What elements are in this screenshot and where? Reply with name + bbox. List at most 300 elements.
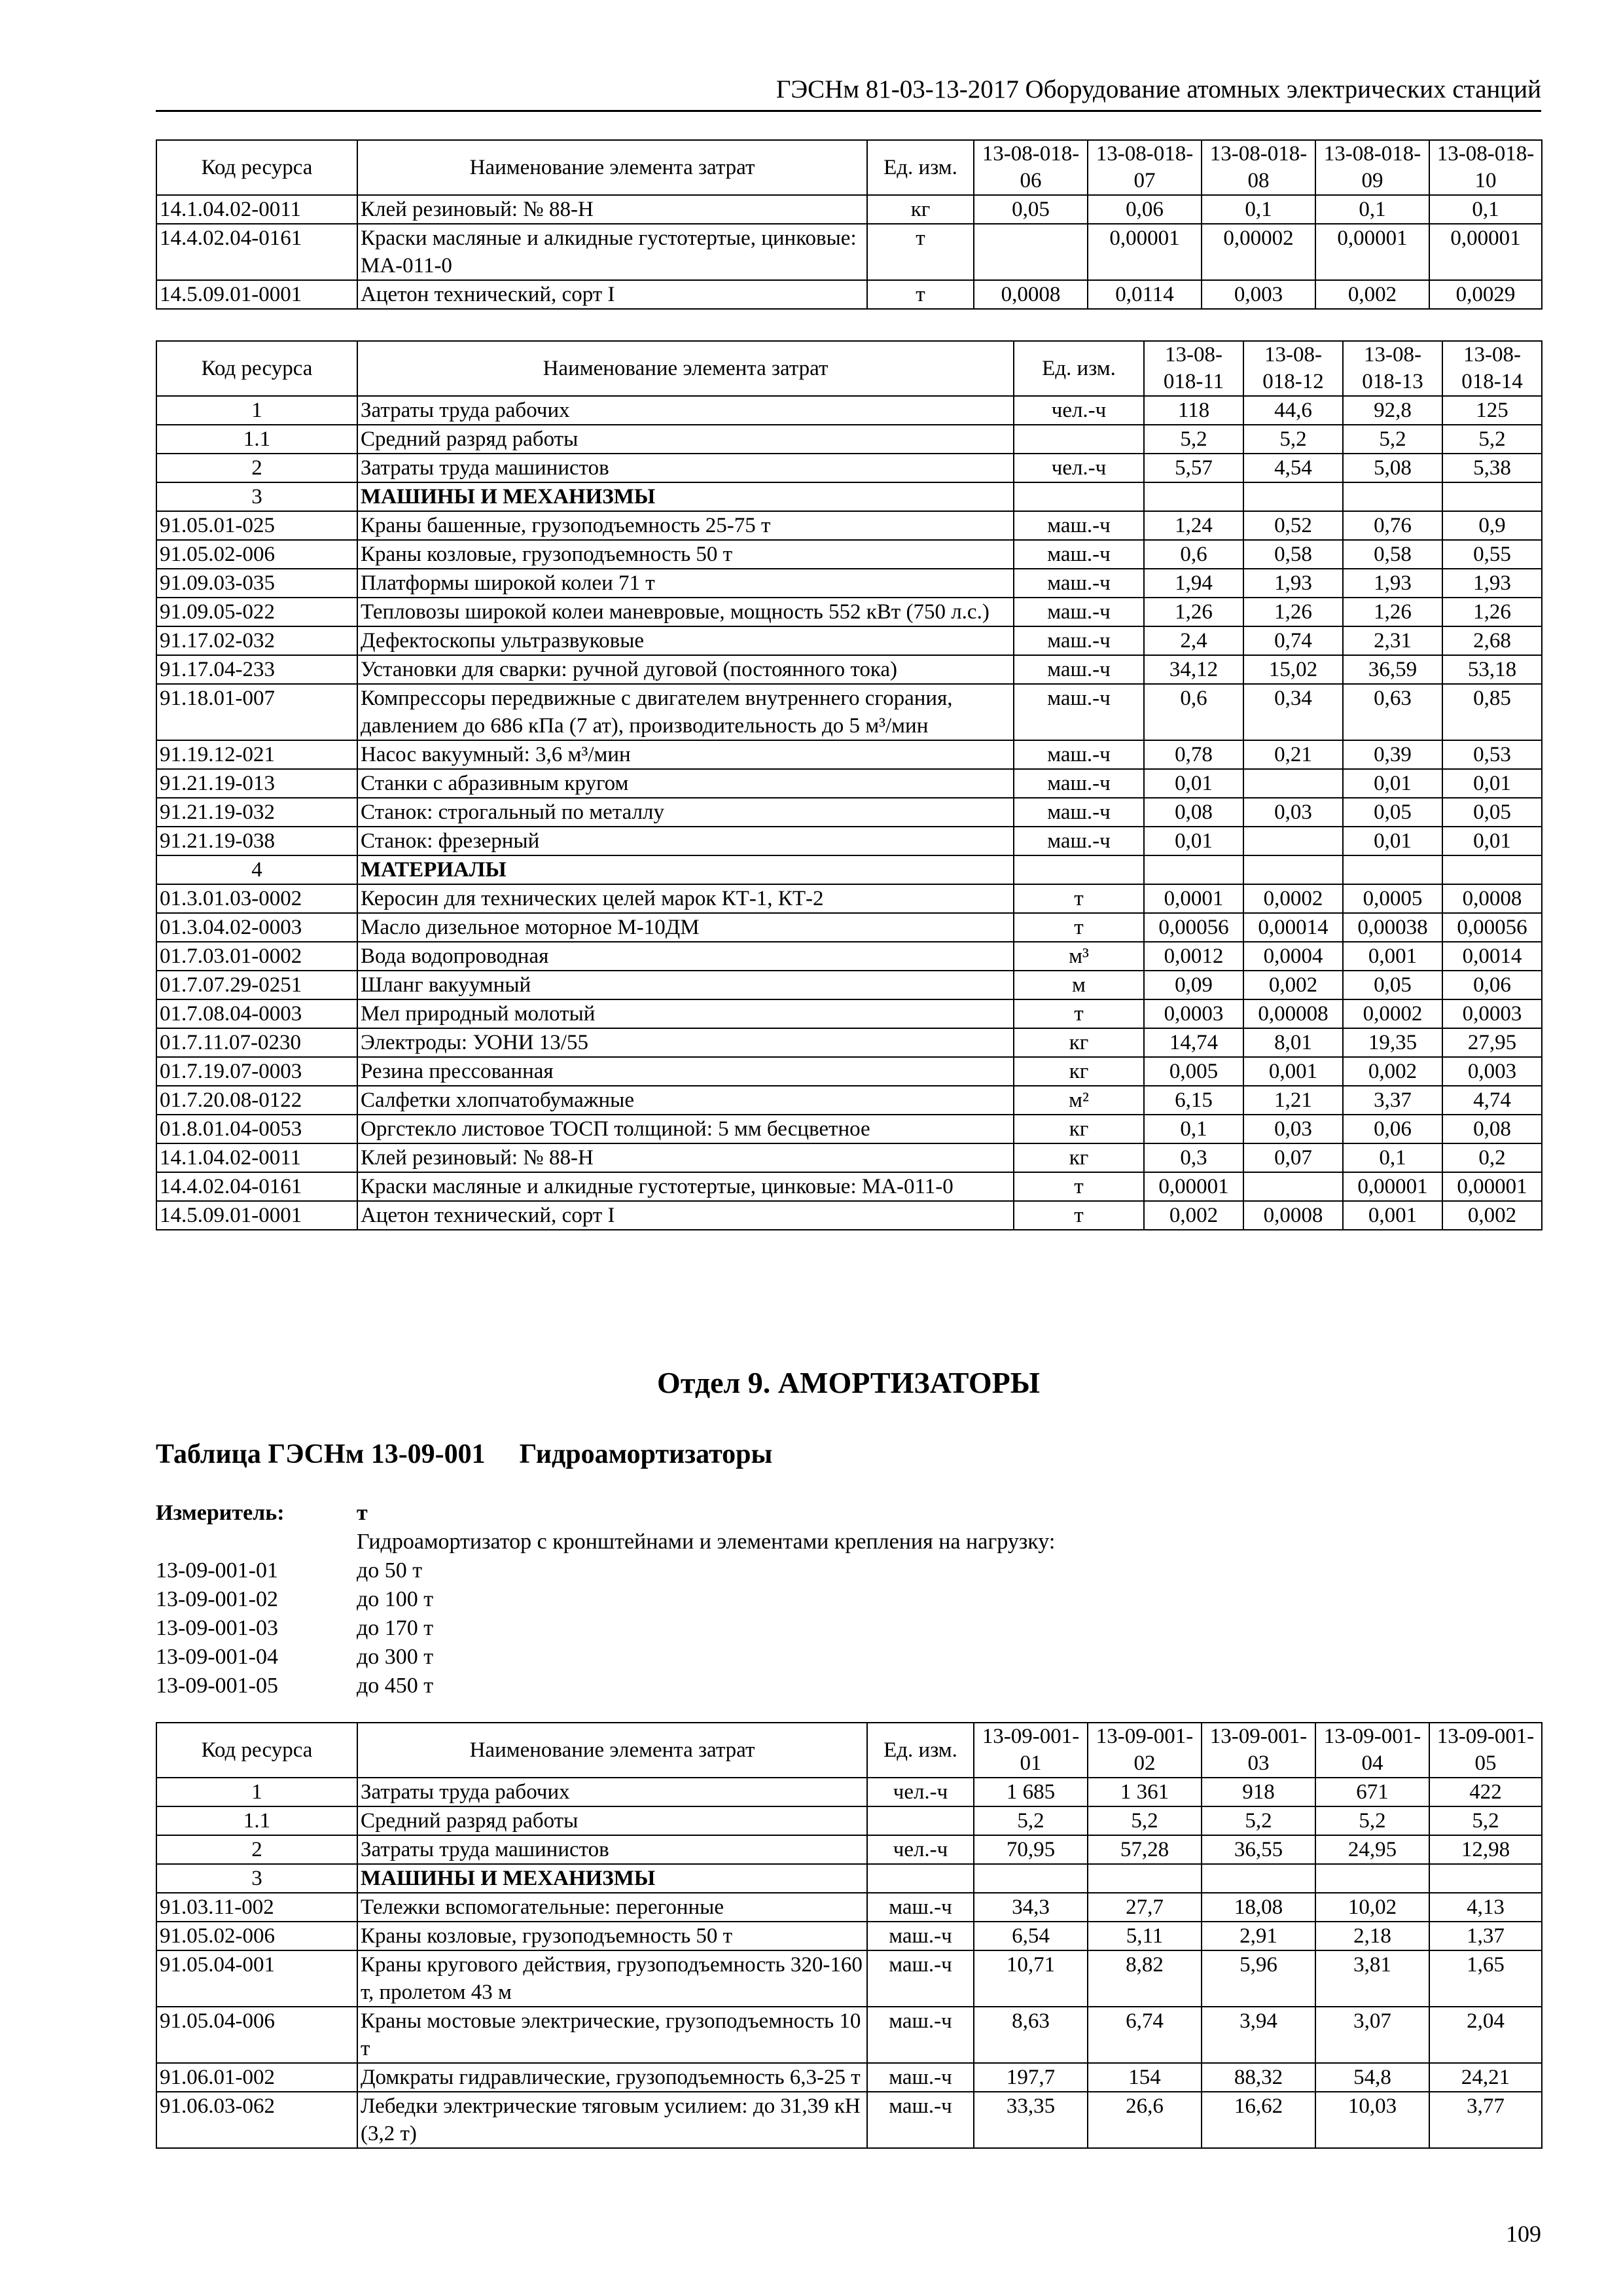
value-cell: 0,001: [1343, 942, 1442, 971]
value-cell: 5,2: [974, 1806, 1088, 1835]
value-cell: 34,12: [1144, 655, 1243, 684]
unit-cell: маш.-ч: [1014, 511, 1144, 540]
value-cell: 1,26: [1243, 598, 1343, 626]
value-cell: 671: [1315, 1778, 1429, 1806]
unit-cell: кг: [1014, 1115, 1144, 1143]
table-row: [156, 1057, 1542, 1086]
resource-code: 3: [156, 1864, 357, 1893]
value-cell: 0,00001: [1088, 224, 1202, 280]
resource-name: Станок: фрезерный: [357, 827, 1014, 855]
resource-code: 91.17.02-032: [156, 626, 357, 655]
table-row: [156, 1893, 1542, 1922]
value-cell: 1,26: [1442, 598, 1542, 626]
value-cell: 5,57: [1144, 454, 1243, 482]
value-cell: 5,11: [1088, 1922, 1202, 1950]
table-row: [156, 1028, 1542, 1057]
value-cell: 1,93: [1442, 569, 1542, 598]
unit-cell: т: [1014, 1172, 1144, 1201]
unit-cell: [1014, 855, 1144, 884]
resource-code: 01.3.01.03-0002: [156, 884, 357, 913]
value-cell: [1144, 855, 1243, 884]
value-cell: [1442, 855, 1542, 884]
column-header: 13-08-018-12: [1243, 341, 1343, 396]
unit-cell: чел.-ч: [1014, 454, 1144, 482]
value-cell: 1,26: [1343, 598, 1442, 626]
table-row: [156, 2063, 1542, 2092]
value-cell: 0,002: [1243, 971, 1343, 999]
unit-cell: м³: [1014, 942, 1144, 971]
resource-code: 01.7.19.07-0003: [156, 1057, 357, 1086]
column-header: 13-08-018-08: [1202, 140, 1315, 195]
column-header: Ед. изм.: [867, 1723, 974, 1778]
resource-name: Оргстекло листовое ТОСП толщиной: 5 мм бесцветное: [357, 1115, 1014, 1143]
resource-code: 91.21.19-013: [156, 769, 357, 798]
column-header: 13-08-018-13: [1343, 341, 1442, 396]
value-cell: [1343, 482, 1442, 511]
resource-code: 01.3.04.02-0003: [156, 913, 357, 942]
value-cell: 0,01: [1442, 827, 1542, 855]
resource-name: Клей резиновый: № 88-Н: [357, 1143, 1014, 1172]
table-row: [156, 1922, 1542, 1950]
value-cell: 6,54: [974, 1922, 1088, 1950]
value-cell: 27,7: [1088, 1893, 1202, 1922]
column-header: Код ресурса: [156, 140, 357, 195]
resource-name: Керосин для технических целей марок КТ-1, КТ-2: [357, 884, 1014, 913]
meter-item-text: до 300 т: [357, 1645, 434, 1669]
value-cell: 4,74: [1442, 1086, 1542, 1115]
value-cell: 36,55: [1202, 1835, 1315, 1864]
resource-code: 2: [156, 454, 357, 482]
value-cell: 0,001: [1343, 1201, 1442, 1230]
value-cell: 3,77: [1429, 2092, 1542, 2148]
column-header: Наименование элемента затрат: [357, 1723, 867, 1778]
value-cell: 0,2: [1442, 1143, 1542, 1172]
unit-cell: маш.-ч: [1014, 655, 1144, 684]
value-cell: 0,63: [1343, 684, 1442, 740]
resource-name: Краны кругового действия, грузоподъемность 320-160 т, пролетом 43 м: [357, 1950, 867, 2007]
unit-cell: кг: [1014, 1143, 1144, 1172]
resource-table-2: [156, 340, 1543, 1230]
value-cell: 33,35: [974, 2092, 1088, 2148]
table-row: [156, 569, 1542, 598]
value-cell: 10,02: [1315, 1893, 1429, 1922]
resource-name: Лебедки электрические тяговым усилием: до 31,39 кН (3,2 т): [357, 2092, 867, 2148]
column-header: Ед. изм.: [1014, 341, 1144, 396]
value-cell: 0,00008: [1243, 999, 1343, 1028]
value-cell: 3,94: [1202, 2007, 1315, 2063]
resource-code: 1.1: [156, 1806, 357, 1835]
resource-code: 91.19.12-021: [156, 740, 357, 769]
value-cell: [1243, 827, 1343, 855]
value-cell: 118: [1144, 396, 1243, 425]
unit-cell: маш.-ч: [867, 1922, 974, 1950]
meter-value: т: [357, 1501, 368, 1525]
value-cell: 0,52: [1243, 511, 1343, 540]
value-cell: 0,6: [1144, 540, 1243, 569]
value-cell: [1243, 855, 1343, 884]
resource-code: 91.18.01-007: [156, 684, 357, 740]
value-cell: 0,0114: [1088, 280, 1202, 309]
value-cell: 197,7: [974, 2063, 1088, 2092]
resource-name: Платформы широкой колеи 71 т: [357, 569, 1014, 598]
value-cell: 6,74: [1088, 2007, 1202, 2063]
table-row: [156, 540, 1542, 569]
table-row: [156, 1864, 1542, 1893]
resource-code: 91.05.02-006: [156, 540, 357, 569]
column-header: 13-08-018-10: [1429, 140, 1542, 195]
value-cell: 0,00056: [1442, 913, 1542, 942]
column-header: Код ресурса: [156, 341, 357, 396]
column-header: 13-08-018-11: [1144, 341, 1243, 396]
unit-cell: [867, 1864, 974, 1893]
value-cell: 0,002: [1442, 1201, 1542, 1230]
table-row: [156, 1806, 1542, 1835]
meter-item-code: 13-09-001-02: [156, 1587, 278, 1611]
resource-name: Краски масляные и алкидные густотертые, цинковые: МА-011-0: [357, 1172, 1014, 1201]
resource-code: 14.4.02.04-0161: [156, 224, 357, 280]
resource-code: 91.05.04-006: [156, 2007, 357, 2063]
unit-cell: маш.-ч: [1014, 569, 1144, 598]
table-row: [156, 396, 1542, 425]
unit-cell: маш.-ч: [1014, 684, 1144, 740]
value-cell: 1,26: [1144, 598, 1243, 626]
table-row: [156, 280, 1542, 309]
table-title-name: Гидроамортизаторы: [519, 1439, 773, 1469]
value-cell: 8,63: [974, 2007, 1088, 2063]
meter-item-text: до 50 т: [357, 1558, 423, 1583]
value-cell: 0,0002: [1243, 884, 1343, 913]
page-header: ГЭСНм 81-03-13-2017 Оборудование атомных электрических станций: [156, 73, 1541, 112]
value-cell: [974, 1864, 1088, 1893]
resource-code: 91.17.04-233: [156, 655, 357, 684]
resource-code: 91.06.01-002: [156, 2063, 357, 2092]
resource-name: Резина прессованная: [357, 1057, 1014, 1086]
value-cell: 1,65: [1429, 1950, 1542, 2007]
resource-code: 91.09.05-022: [156, 598, 357, 626]
resource-name: Затраты труда рабочих: [357, 396, 1014, 425]
resource-name: Компрессоры передвижные с двигателем внутреннего сгорания, давлением до 686 кПа (7 ат), производительность до 5 м³/мин: [357, 684, 1014, 740]
unit-cell: [1014, 425, 1144, 454]
meter-label: Измеритель:: [156, 1501, 285, 1525]
resource-code: 01.7.08.04-0003: [156, 999, 357, 1028]
resource-name: МАТЕРИАЛЫ: [357, 855, 1014, 884]
value-cell: 5,96: [1202, 1950, 1315, 2007]
value-cell: 0,74: [1243, 626, 1343, 655]
resource-name: Ацетон технический, сорт I: [357, 280, 867, 309]
section-title: Отдел 9. АМОРТИЗАТОРЫ: [657, 1366, 1040, 1399]
header-row: [156, 1723, 1542, 1778]
value-cell: 8,82: [1088, 1950, 1202, 2007]
value-cell: 10,71: [974, 1950, 1088, 2007]
value-cell: 26,6: [1088, 2092, 1202, 2148]
value-cell: 0,58: [1343, 540, 1442, 569]
unit-cell: чел.-ч: [867, 1778, 974, 1806]
value-cell: 0,05: [1343, 971, 1442, 999]
table-row: [156, 971, 1542, 999]
table-row: [156, 1201, 1542, 1230]
value-cell: 53,18: [1442, 655, 1542, 684]
resource-name: Затраты труда машинистов: [357, 1835, 867, 1864]
column-header: 13-08-018-14: [1442, 341, 1542, 396]
table-row: [156, 798, 1542, 827]
value-cell: 0,001: [1243, 1057, 1343, 1086]
value-cell: 0,6: [1144, 684, 1243, 740]
value-cell: 24,95: [1315, 1835, 1429, 1864]
value-cell: 0,08: [1442, 1115, 1542, 1143]
resource-code: 2: [156, 1835, 357, 1864]
value-cell: 34,3: [974, 1893, 1088, 1922]
value-cell: 2,31: [1343, 626, 1442, 655]
value-cell: 5,2: [1088, 1806, 1202, 1835]
resource-name: Средний разряд работы: [357, 1806, 867, 1835]
unit-cell: маш.-ч: [1014, 798, 1144, 827]
table-row: [156, 454, 1542, 482]
resource-table-3: [156, 1722, 1543, 2149]
column-header: Наименование элемента затрат: [357, 341, 1014, 396]
resource-name: Средний разряд работы: [357, 425, 1014, 454]
value-cell: 0,1: [1315, 195, 1429, 224]
unit-cell: т: [1014, 1201, 1144, 1230]
unit-cell: м: [1014, 971, 1144, 999]
resource-code: 1.1: [156, 425, 357, 454]
value-cell: 0,0029: [1429, 280, 1542, 309]
meter-item-code: 13-09-001-03: [156, 1616, 278, 1640]
value-cell: 0,01: [1144, 769, 1243, 798]
value-cell: 5,38: [1442, 454, 1542, 482]
table-row: [156, 1172, 1542, 1201]
table-row: [156, 482, 1542, 511]
resource-code: 01.8.01.04-0053: [156, 1115, 357, 1143]
resource-name: Установки для сварки: ручной дуговой (постоянного тока): [357, 655, 1014, 684]
value-cell: 154: [1088, 2063, 1202, 2092]
value-cell: [1088, 1864, 1202, 1893]
table-row: [156, 1950, 1542, 2007]
meter-item-text: до 170 т: [357, 1616, 434, 1640]
value-cell: 422: [1429, 1778, 1542, 1806]
unit-cell: маш.-ч: [867, 2007, 974, 2063]
table-row: [156, 1835, 1542, 1864]
value-cell: 36,59: [1343, 655, 1442, 684]
value-cell: 5,2: [1243, 425, 1343, 454]
value-cell: [974, 224, 1088, 280]
value-cell: 0,76: [1343, 511, 1442, 540]
unit-cell: кг: [867, 195, 974, 224]
value-cell: 0,06: [1343, 1115, 1442, 1143]
table-row: [156, 425, 1542, 454]
resource-name: Станки с абразивным кругом: [357, 769, 1014, 798]
resource-code: 91.05.02-006: [156, 1922, 357, 1950]
column-header: 13-09-001-02: [1088, 1723, 1202, 1778]
value-cell: 1 361: [1088, 1778, 1202, 1806]
value-cell: 0,1: [1429, 195, 1542, 224]
value-cell: 0,07: [1243, 1143, 1343, 1172]
value-cell: 0,0002: [1343, 999, 1442, 1028]
value-cell: 0,00001: [1442, 1172, 1542, 1201]
value-cell: 5,2: [1202, 1806, 1315, 1835]
value-cell: 54,8: [1315, 2063, 1429, 2092]
value-cell: 0,08: [1144, 798, 1243, 827]
value-cell: 0,002: [1343, 1057, 1442, 1086]
value-cell: 918: [1202, 1778, 1315, 1806]
column-header: 13-09-001-04: [1315, 1723, 1429, 1778]
resource-name: Домкраты гидравлические, грузоподъемность 6,3-25 т: [357, 2063, 867, 2092]
value-cell: 0,0008: [1243, 1201, 1343, 1230]
value-cell: 0,09: [1144, 971, 1243, 999]
unit-cell: маш.-ч: [1014, 540, 1144, 569]
value-cell: 1 685: [974, 1778, 1088, 1806]
value-cell: 5,2: [1144, 425, 1243, 454]
resource-code: 01.7.03.01-0002: [156, 942, 357, 971]
value-cell: 12,98: [1429, 1835, 1542, 1864]
value-cell: 0,05: [974, 195, 1088, 224]
unit-cell: кг: [1014, 1028, 1144, 1057]
value-cell: 92,8: [1343, 396, 1442, 425]
table-row: [156, 884, 1542, 913]
header-row: [156, 140, 1542, 195]
value-cell: 0,03: [1243, 798, 1343, 827]
resource-name: Затраты труда рабочих: [357, 1778, 867, 1806]
column-header: 13-09-001-01: [974, 1723, 1088, 1778]
unit-cell: маш.-ч: [1014, 827, 1144, 855]
resource-name: Дефектоскопы ультразвуковые: [357, 626, 1014, 655]
value-cell: 0,00001: [1343, 1172, 1442, 1201]
unit-cell: маш.-ч: [867, 2063, 974, 2092]
value-cell: 3,81: [1315, 1950, 1429, 2007]
resource-code: 91.03.11-002: [156, 1893, 357, 1922]
table-row: [156, 1778, 1542, 1806]
value-cell: 16,62: [1202, 2092, 1315, 2148]
value-cell: 5,2: [1429, 1806, 1542, 1835]
meter-item-code: 13-09-001-05: [156, 1674, 278, 1698]
resource-name: Тепловозы широкой колеи маневровые, мощность 552 кВт (750 л.с.): [357, 598, 1014, 626]
resource-table-1: [156, 139, 1543, 310]
value-cell: [1442, 482, 1542, 511]
unit-cell: маш.-ч: [1014, 740, 1144, 769]
value-cell: 0,00001: [1315, 224, 1429, 280]
meter-item-text: до 100 т: [357, 1587, 434, 1611]
value-cell: 0,1: [1343, 1143, 1442, 1172]
resource-name: Насос вакуумный: 3,6 м³/мин: [357, 740, 1014, 769]
resource-name: Масло дизельное моторное М-10ДМ: [357, 913, 1014, 942]
value-cell: 19,35: [1343, 1028, 1442, 1057]
value-cell: 27,95: [1442, 1028, 1542, 1057]
unit-cell: м²: [1014, 1086, 1144, 1115]
meter-item-text: до 450 т: [357, 1674, 434, 1698]
value-cell: 0,9: [1442, 511, 1542, 540]
value-cell: 0,00002: [1202, 224, 1315, 280]
meter-item-code: 13-09-001-01: [156, 1558, 278, 1583]
value-cell: 125: [1442, 396, 1542, 425]
column-header: Ед. изм.: [867, 140, 974, 195]
unit-cell: чел.-ч: [1014, 396, 1144, 425]
resource-code: 91.05.04-001: [156, 1950, 357, 2007]
value-cell: 0,06: [1442, 971, 1542, 999]
value-cell: [1144, 482, 1243, 511]
table-row: [156, 2092, 1542, 2148]
resource-name: Краны козловые, грузоподъемность 50 т: [357, 540, 1014, 569]
resource-code: 4: [156, 855, 357, 884]
value-cell: 10,03: [1315, 2092, 1429, 2148]
value-cell: 1,37: [1429, 1922, 1542, 1950]
resource-code: 01.7.20.08-0122: [156, 1086, 357, 1115]
resource-name: Вода водопроводная: [357, 942, 1014, 971]
value-cell: [1243, 769, 1343, 798]
resource-name: Станок: строгальный по металлу: [357, 798, 1014, 827]
value-cell: 0,0005: [1343, 884, 1442, 913]
unit-cell: т: [1014, 999, 1144, 1028]
value-cell: 0,78: [1144, 740, 1243, 769]
table-row: [156, 2007, 1542, 2063]
value-cell: [1202, 1864, 1315, 1893]
resource-name: МАШИНЫ И МЕХАНИЗМЫ: [357, 1864, 867, 1893]
meter-description: Гидроамортизатор с кронштейнами и элементами крепления на нагрузку:: [357, 1530, 1056, 1554]
resource-code: 14.1.04.02-0011: [156, 195, 357, 224]
resource-name: Краски масляные и алкидные густотертые, цинковые: МА-011-0: [357, 224, 867, 280]
table-row: [156, 224, 1542, 280]
resource-code: 91.21.19-038: [156, 827, 357, 855]
value-cell: 0,85: [1442, 684, 1542, 740]
resource-name: МАШИНЫ И МЕХАНИЗМЫ: [357, 482, 1014, 511]
value-cell: 0,00001: [1429, 224, 1542, 280]
unit-cell: маш.-ч: [1014, 769, 1144, 798]
value-cell: 0,01: [1343, 769, 1442, 798]
resource-code: 14.5.09.01-0001: [156, 280, 357, 309]
value-cell: 24,21: [1429, 2063, 1542, 2092]
value-cell: 0,34: [1243, 684, 1343, 740]
value-cell: 0,0008: [1442, 884, 1542, 913]
resource-name: Клей резиновый: № 88-Н: [357, 195, 867, 224]
column-header: Код ресурса: [156, 1723, 357, 1778]
resource-name: Тележки вспомогательные: перегонные: [357, 1893, 867, 1922]
unit-cell: маш.-ч: [867, 2092, 974, 2148]
value-cell: 0,53: [1442, 740, 1542, 769]
value-cell: 0,00001: [1144, 1172, 1243, 1201]
value-cell: 0,01: [1442, 769, 1542, 798]
value-cell: [1343, 855, 1442, 884]
resource-code: 3: [156, 482, 357, 511]
value-cell: 0,01: [1343, 827, 1442, 855]
value-cell: 0,01: [1144, 827, 1243, 855]
resource-code: 14.1.04.02-0011: [156, 1143, 357, 1172]
value-cell: 0,0003: [1442, 999, 1542, 1028]
table-row: [156, 999, 1542, 1028]
value-cell: 5,2: [1315, 1806, 1429, 1835]
resource-code: 1: [156, 1778, 357, 1806]
value-cell: 0,3: [1144, 1143, 1243, 1172]
value-cell: 0,03: [1243, 1115, 1343, 1143]
resource-code: 91.06.03-062: [156, 2092, 357, 2148]
resource-code: 14.5.09.01-0001: [156, 1201, 357, 1230]
table-title: [156, 1437, 772, 1471]
value-cell: 0,0014: [1442, 942, 1542, 971]
value-cell: 0,0003: [1144, 999, 1243, 1028]
unit-cell: т: [867, 224, 974, 280]
header-row: [156, 341, 1542, 396]
value-cell: 5,2: [1442, 425, 1542, 454]
value-cell: 2,68: [1442, 626, 1542, 655]
column-header: 13-08-018-06: [974, 140, 1088, 195]
resource-name: Ацетон технический, сорт I: [357, 1201, 1014, 1230]
table-row: [156, 855, 1542, 884]
value-cell: 1,93: [1243, 569, 1343, 598]
resource-name: Затраты труда машинистов: [357, 454, 1014, 482]
value-cell: 0,00014: [1243, 913, 1343, 942]
value-cell: [1243, 482, 1343, 511]
unit-cell: кг: [1014, 1057, 1144, 1086]
value-cell: 0,55: [1442, 540, 1542, 569]
value-cell: 1,94: [1144, 569, 1243, 598]
table-row: [156, 827, 1542, 855]
